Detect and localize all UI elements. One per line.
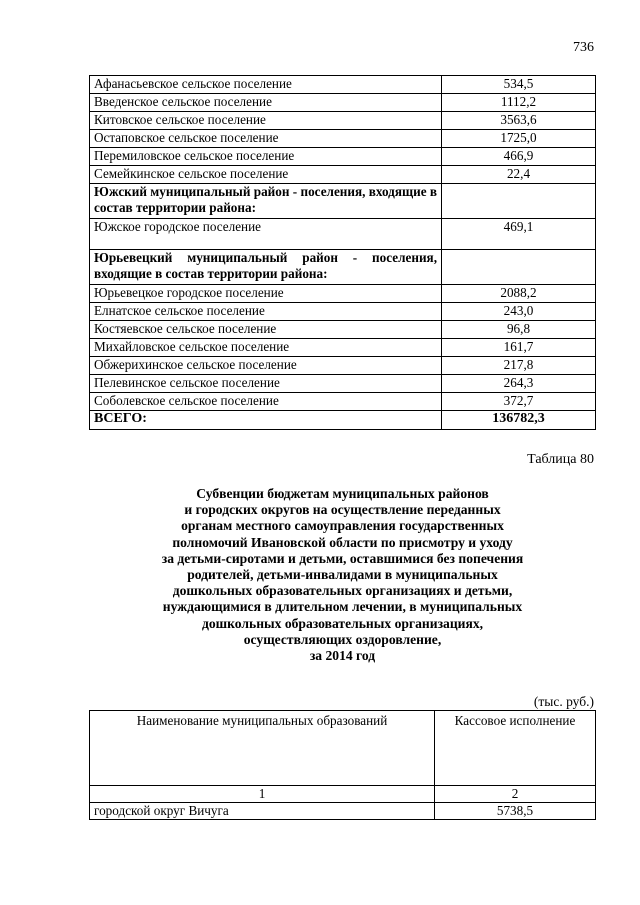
table-title (90, 486, 595, 664)
settlement-value: 96,8 (442, 321, 596, 339)
settlement-name: Обжерихинское сельское поселение (90, 357, 442, 375)
table-row (90, 357, 596, 375)
settlement-name: Южское городское поселение (90, 219, 442, 250)
column-header-execution: Кассовое исполнение (435, 711, 596, 786)
column-header-name: Наименование муниципальных образований (90, 711, 435, 786)
page-number: 736 (573, 40, 594, 55)
title-line: полномочий Ивановской области по присмотру и уходу (172, 534, 513, 550)
column-number-row (90, 786, 596, 803)
settlement-value: 22,4 (442, 166, 596, 184)
table-number-label: Таблица 80 (527, 452, 594, 467)
total-row (90, 411, 596, 430)
settlement-name: Михайловское сельское поселение (90, 339, 442, 357)
title-line: за детьми-сиротами и детьми, оставшимися без попечения (161, 550, 524, 566)
settlement-name: городской округ Вичуга (90, 803, 435, 820)
table-row (90, 166, 596, 184)
title-line: органам местного самоуправления государственных (181, 518, 504, 534)
settlement-name: Семейкинское сельское поселение (90, 166, 442, 184)
title-line: дошкольных образовательных организациях, (201, 615, 484, 631)
total-label: ВСЕГО: (90, 411, 442, 430)
total-value: 136782,3 (442, 411, 596, 430)
settlement-value: 534,5 (442, 76, 596, 94)
settlement-value: 3563,6 (442, 112, 596, 130)
settlement-name: Юрьевецкое городское поселение (90, 285, 442, 303)
settlement-value: 466,9 (442, 148, 596, 166)
table-row (90, 339, 596, 357)
table-row (90, 94, 596, 112)
table-row (90, 321, 596, 339)
settlement-name: Введенское сельское поселение (90, 94, 442, 112)
section-yuzhsky-heading: Южский муниципальный район - поселения, входящие в состав территории района: (90, 184, 442, 219)
section-header-row (90, 184, 596, 219)
settlement-value: 372,7 (442, 393, 596, 411)
table-row (90, 803, 596, 820)
settlement-value: 161,7 (442, 339, 596, 357)
subsidies-table-80 (89, 710, 596, 820)
table-row (90, 112, 596, 130)
settlement-name: Афанасьевское сельское поселение (90, 76, 442, 94)
settlement-name: Елнатское сельское поселение (90, 303, 442, 321)
section-header-row (90, 250, 596, 285)
empty-cell (442, 184, 596, 219)
title-line: нуждающимися в длительном лечении, в муниципальных (162, 599, 523, 615)
header-row (90, 711, 596, 786)
settlement-name: Перемиловское сельское поселение (90, 148, 442, 166)
title-line: за 2014 год (309, 648, 376, 664)
settlement-value: 1725,0 (442, 130, 596, 148)
section-yurievetsky-heading: Юрьевецкий муниципальный район - поселения, входящие в состав территории района: (90, 250, 442, 285)
settlement-value: 2088,2 (442, 285, 596, 303)
title-line: дошкольных образовательных организациях и детьми, (172, 583, 513, 599)
title-line: осуществляющих оздоровление, (243, 631, 442, 647)
table-row (90, 303, 596, 321)
settlement-name: Китовское сельское поселение (90, 112, 442, 130)
subsidies-table-continued (89, 75, 596, 430)
empty-cell (442, 250, 596, 285)
settlement-value: 5738,5 (435, 803, 596, 820)
title-line: родителей, детьми-инвалидами в муниципальных (187, 567, 498, 583)
settlement-value: 243,0 (442, 303, 596, 321)
table-row (90, 285, 596, 303)
settlement-value: 1112,2 (442, 94, 596, 112)
table-row (90, 130, 596, 148)
column-number: 1 (90, 786, 435, 803)
settlement-name: Соболевское сельское поселение (90, 393, 442, 411)
table-row (90, 76, 596, 94)
settlement-name: Остаповское сельское поселение (90, 130, 442, 148)
table-row (90, 219, 596, 250)
unit-label: (тыс. руб.) (533, 694, 594, 709)
settlement-value: 264,3 (442, 375, 596, 393)
table-row (90, 148, 596, 166)
title-line: Субвенции бюджетам муниципальных районов (196, 486, 489, 501)
settlement-name: Пелевинское сельское поселение (90, 375, 442, 393)
settlement-value: 469,1 (442, 219, 596, 250)
table-row (90, 375, 596, 393)
settlement-name: Костяевское сельское поселение (90, 321, 442, 339)
column-number: 2 (435, 786, 596, 803)
settlement-value: 217,8 (442, 357, 596, 375)
title-line: и городских округов на осуществление переданных (184, 502, 501, 518)
table-row (90, 393, 596, 411)
